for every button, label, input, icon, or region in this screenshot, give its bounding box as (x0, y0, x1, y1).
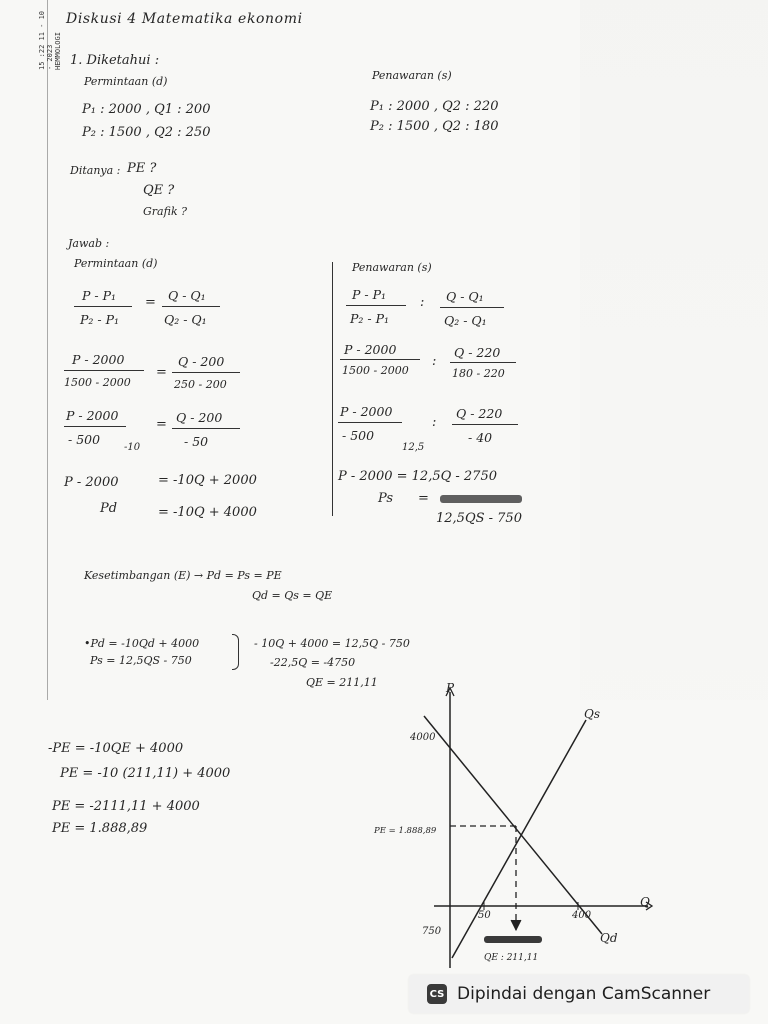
given-demand-1: P₁ : 2000 , Q1 : 200 (82, 102, 211, 117)
given-supply-1: P₁ : 2000 , Q2 : 220 (370, 99, 499, 114)
side-code: 15 :22 11 - 10 - 2023 HEMMOLOGI (38, 10, 62, 70)
page-title: Diskusi 4 Matematika ekonomi (66, 11, 303, 27)
fraction-numerator: Q - Q₁ (446, 289, 484, 304)
supply-label: Penawaran (s) (352, 261, 432, 274)
fraction-denominator: 180 - 220 (452, 367, 505, 380)
fraction-numerator: P - 2000 (66, 408, 119, 423)
equals-sign: = (145, 295, 156, 310)
given-demand-2: P₂ : 1500 , Q2 : 250 (82, 125, 211, 140)
equilibrium-line-1: Kesetimbangan (E) → Pd = Ps = PE (84, 569, 282, 582)
system-eq-2: Ps = 12,5QS - 750 (90, 654, 192, 667)
fraction-numerator: P - 2000 (72, 352, 125, 367)
answer-label: Jawab : (68, 237, 110, 250)
demand-eq1-left: P - 2000 (64, 475, 119, 490)
solve-step-3: QE = 211,11 (306, 676, 378, 689)
fraction-numerator: Q - Q₁ (168, 288, 206, 303)
fraction-numerator: P - 2000 (344, 342, 397, 357)
simplify-factor: -10 (124, 442, 141, 453)
fraction-numerator: P - P₁ (352, 287, 387, 302)
fraction-numerator: Q - 200 (176, 410, 223, 425)
camscanner-logo-icon: CS (427, 984, 447, 1004)
solve-step-2: -22,5Q = -4750 (270, 656, 356, 669)
system-eq-1: •Pd = -10Qd + 4000 (84, 637, 200, 650)
fraction-numerator: Q - 220 (456, 406, 503, 421)
demand-label: Permintaan (d) (74, 257, 158, 270)
fraction-denominator: Q₂ - Q₁ (444, 313, 487, 328)
fraction-denominator: - 40 (468, 430, 493, 445)
camscanner-text: Dipindai dengan CamScanner (457, 984, 711, 1004)
camscanner-watermark (409, 975, 749, 1013)
pe-step-4: PE = 1.888,89 (52, 821, 148, 836)
asked-pe: PE ? (127, 161, 157, 176)
fraction-numerator: Q - 200 (178, 354, 225, 369)
equals-sign: : (432, 415, 437, 430)
fraction-numerator: P - P₁ (82, 288, 117, 303)
equals-sign: = (156, 365, 167, 380)
axis-q-label: Q (640, 895, 650, 909)
label-750: 750 (422, 926, 442, 937)
supply-eq2-right: = (418, 491, 429, 506)
label-qe: QE : 211,11 (484, 953, 539, 963)
demand-eq2-right: = -10Q + 4000 (158, 505, 257, 520)
supply-eq2-left: Ps (378, 491, 394, 506)
axis-p-label: P (446, 681, 455, 695)
fraction-denominator: 1500 - 2000 (64, 376, 131, 389)
equals-sign: : (432, 354, 437, 369)
fraction-denominator: P₂ - P₁ (350, 311, 390, 326)
label-pe: PE = 1.888,89 (374, 826, 437, 836)
solve-step-1: - 10Q + 4000 = 12,5Q - 750 (254, 637, 410, 650)
fraction-denominator: - 500 (68, 432, 101, 447)
demand-eq2-left: Pd (100, 501, 118, 516)
given-heading: 1. Diketahui : (70, 53, 160, 68)
demand-eq1-right: = -10Q + 2000 (158, 473, 257, 488)
equilibrium-line-2: Qd = Qs = QE (252, 589, 333, 602)
pe-step-1: -PE = -10QE + 4000 (48, 741, 184, 756)
graph-scribble (484, 936, 542, 943)
fraction-numerator: P - 2000 (340, 404, 393, 419)
asked-graph: Grafik ? (143, 205, 187, 218)
fraction-denominator: - 500 (342, 428, 375, 443)
equals-sign: : (420, 295, 425, 310)
label-50: 50 (478, 910, 491, 921)
asked-qe: QE ? (143, 183, 175, 198)
given-supply-2: P₂ : 1500 , Q2 : 180 (370, 119, 499, 134)
label-4000: 4000 (410, 732, 436, 743)
pe-step-2: PE = -10 (211,11) + 4000 (60, 766, 231, 781)
label-qs: Qs (584, 707, 600, 721)
label-qd: Qd (600, 931, 618, 945)
given-supply-label: Penawaran (s) (372, 69, 452, 82)
label-400: 400 (572, 910, 592, 921)
supply-eq3: 12,5QS - 750 (436, 511, 522, 526)
simplify-factor: 12,5 (402, 442, 425, 453)
fraction-denominator: - 50 (184, 434, 209, 449)
fraction-denominator: 250 - 200 (174, 378, 227, 391)
fraction-numerator: Q - 220 (454, 345, 501, 360)
supply-eq1: P - 2000 = 12,5Q - 2750 (338, 469, 497, 484)
fraction-denominator: 1500 - 2000 (342, 364, 409, 377)
qe-arrow (511, 920, 521, 930)
fraction-denominator: Q₂ - Q₁ (164, 312, 207, 327)
fraction-denominator: P₂ - P₁ (80, 312, 120, 327)
given-demand-label: Permintaan (d) (84, 75, 168, 88)
equals-sign: = (156, 417, 167, 432)
pe-step-3: PE = -2111,11 + 4000 (52, 799, 200, 814)
asked-label: Ditanya : (70, 164, 121, 177)
